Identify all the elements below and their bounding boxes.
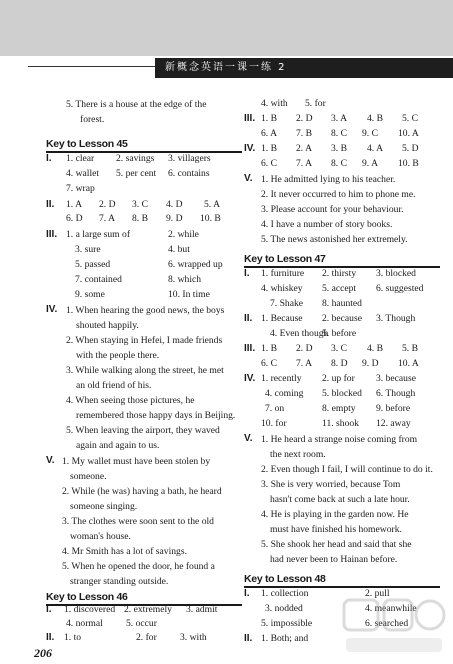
- answer: 2. pull: [365, 588, 390, 599]
- answer: 2. D: [296, 113, 313, 124]
- answer: 12. away: [376, 418, 411, 429]
- answer: 9. before: [376, 403, 411, 414]
- text-line: 2. It never occurred to him to phone me.: [261, 189, 416, 200]
- text-line: 5. When he opened the door, he found a: [62, 561, 215, 572]
- answer: 1. B: [261, 113, 277, 124]
- text-line: 4. When seeing those pictures, he: [66, 395, 195, 406]
- answer: 8. which: [168, 274, 202, 285]
- text-line: stranger standing outside.: [70, 576, 169, 587]
- text-line: 4. He is playing in the garden now. He: [261, 509, 409, 520]
- text-line: 1. He heard a strange noise coming from: [261, 434, 418, 445]
- answer: 4. D: [166, 199, 183, 210]
- section-label-iii: III.: [244, 113, 256, 124]
- answer: 3. C: [331, 343, 347, 354]
- answer: 1. collection: [261, 588, 309, 599]
- answer: 1. discovered: [64, 604, 116, 615]
- answer: 5. B: [402, 343, 418, 354]
- lesson-48-heading: Key to Lesson 48: [244, 573, 326, 587]
- answer: 3. villagers: [168, 153, 211, 164]
- section-label-i: I.: [244, 268, 250, 279]
- text-line: must have finished his homework.: [270, 524, 402, 535]
- answer: 6. wrapped up: [168, 259, 223, 270]
- answer: 10. for: [261, 418, 287, 429]
- text-line: 1. He admitted lying to his teacher.: [261, 174, 396, 185]
- answer: 5. blocked: [322, 388, 362, 399]
- text-line: with the people there.: [76, 350, 160, 361]
- answer: 7. Shake: [270, 298, 304, 309]
- answer: 8. empty: [322, 403, 356, 414]
- answer: 3. C: [132, 199, 148, 210]
- text-line: shouted happily.: [76, 320, 139, 331]
- answer: 2. A: [296, 143, 312, 154]
- answer: 5. occur: [126, 618, 157, 629]
- answer: 4. B: [367, 113, 383, 124]
- answer: 8. C: [331, 128, 347, 139]
- section-label-i: I.: [244, 588, 250, 599]
- header-rule: [28, 66, 158, 67]
- text-line: 5. When leaving the airport, they waved: [66, 425, 220, 436]
- answer: 4. with: [261, 98, 288, 109]
- answer: 7. A: [99, 213, 115, 224]
- answer: 4. meanwhile: [365, 603, 417, 614]
- text-line: 2. When staying in Hefei, I made friends: [66, 335, 223, 346]
- text-line: an old friend of his.: [76, 380, 152, 391]
- text-line: 4. I have a number of story books.: [261, 219, 393, 230]
- answer: 11. shook: [322, 418, 359, 429]
- answer: 5. impossible: [261, 618, 313, 629]
- answer: 1. B: [261, 343, 277, 354]
- text-line: 5. There is a house at the edge of the: [66, 99, 207, 110]
- answer: 8. B: [132, 213, 148, 224]
- text-line: 1. My wallet must have been stolen by: [62, 456, 211, 467]
- answer: 10. A: [398, 128, 419, 139]
- text-line: forest.: [80, 114, 105, 125]
- answer: 7. B: [296, 128, 312, 139]
- section-label-iii: III.: [244, 343, 256, 354]
- lesson-47-heading: Key to Lesson 47: [244, 253, 326, 267]
- answer: 6. Though: [376, 388, 416, 399]
- answer: 5. C: [402, 113, 418, 124]
- text-line: 5. The news astonished her extremely.: [261, 234, 408, 245]
- answer: 1. B: [261, 143, 277, 154]
- top-margin: [0, 0, 453, 56]
- section-label-ii: II.: [244, 313, 253, 324]
- text-line: remembered those happy days in Beijing.: [76, 410, 236, 421]
- section-label-i: I.: [46, 604, 52, 615]
- section-label-v: V.: [46, 455, 55, 466]
- answer: 2. extremely: [124, 604, 172, 615]
- answer: 9. D: [362, 358, 379, 369]
- answer: 6. C: [261, 358, 277, 369]
- answer: 10. A: [398, 358, 419, 369]
- text-line: 2. Even though I fail, I will continue to do it.: [261, 464, 433, 475]
- lesson-45-heading: Key to Lesson 45: [46, 138, 128, 152]
- answer: 1. a large sum of: [66, 229, 131, 240]
- answer: 9. A: [362, 158, 378, 169]
- text-line: had never been to Hainan before.: [270, 554, 398, 565]
- answer: 3. with: [180, 632, 207, 643]
- section-label-i: I.: [46, 153, 52, 164]
- answer: 4. wallet: [66, 168, 100, 179]
- answer: 5. before: [322, 328, 357, 339]
- answer: 4. Even though: [270, 328, 329, 339]
- text-line: someone.: [70, 471, 107, 482]
- running-header: 新概念英语一课一练 2: [155, 58, 453, 78]
- text-line: 5. She shook her head and said that she: [261, 539, 412, 550]
- answer: 9. some: [75, 289, 105, 300]
- section-label-v: V.: [244, 433, 253, 444]
- answer: 3. blocked: [376, 268, 416, 279]
- answer: 8. haunted: [322, 298, 362, 309]
- answer: 4. but: [168, 244, 190, 255]
- section-label-ii: II.: [46, 632, 55, 643]
- section-label-ii: II.: [46, 199, 55, 210]
- answer: 4. A: [367, 143, 383, 154]
- answer: 2. for: [136, 632, 157, 643]
- text-line: hasn't come back at such a late hour.: [270, 494, 410, 505]
- answer: 3. Though: [376, 313, 416, 324]
- answer: 5. accept: [322, 283, 357, 294]
- text-line: the next room.: [270, 449, 326, 460]
- text-line: again and again to us.: [76, 440, 160, 451]
- text-line: 4. Mr Smith has a lot of savings.: [62, 546, 187, 557]
- text-line: 1. When hearing the good news, the boys: [66, 305, 225, 316]
- answer: 2. D: [99, 199, 116, 210]
- answer: 2. while: [168, 229, 199, 240]
- page-number: 206: [34, 646, 52, 660]
- section-label-iv: IV.: [244, 373, 256, 384]
- answer: 1. furniture: [261, 268, 305, 279]
- answer: 4. whiskey: [261, 283, 303, 294]
- answer: 6. D: [66, 213, 83, 224]
- answer: 2. savings: [116, 153, 155, 164]
- answer: 6. suggested: [376, 283, 424, 294]
- answer: 4. normal: [66, 618, 103, 629]
- answer: 3. A: [331, 113, 347, 124]
- answer: 7. A: [296, 358, 312, 369]
- answer: 10. B: [200, 213, 221, 224]
- answer: 10. In time: [168, 289, 210, 300]
- answer: 5. per cent: [116, 168, 157, 179]
- answer: 6. A: [261, 128, 277, 139]
- answer: 3. because: [376, 373, 416, 384]
- answer: 2. because: [322, 313, 362, 324]
- answer: 1. A: [66, 199, 82, 210]
- answer: 3. sure: [75, 244, 101, 255]
- answer: 7. wrap: [66, 183, 95, 194]
- answer: 8. C: [331, 158, 347, 169]
- section-label-ii: II.: [244, 633, 253, 644]
- text-line: 3. The clothes were soon sent to the old: [62, 516, 214, 527]
- section-label-iv: IV.: [244, 143, 256, 154]
- answer: 3. admit: [186, 604, 218, 615]
- answer: 6. searched: [365, 618, 409, 629]
- answer: 6. contains: [168, 168, 210, 179]
- section-label-iv: IV.: [46, 304, 58, 315]
- answer: 5. D: [402, 143, 419, 154]
- answer: 4. coming: [265, 388, 304, 399]
- answer: 8. D: [331, 358, 348, 369]
- text-line: someone singing.: [70, 501, 138, 512]
- answer: 4. B: [367, 343, 383, 354]
- answer: 1. Both; and: [261, 633, 309, 644]
- text-line: 2. While (he was) having a bath, he heard: [62, 486, 222, 497]
- answer: 9. C: [362, 128, 378, 139]
- text-line: 3. While walking along the street, he met: [66, 365, 224, 376]
- answer: 5. for: [305, 98, 326, 109]
- answer: 2. up for: [322, 373, 355, 384]
- watermark-logo-icon: [340, 590, 450, 660]
- text-line: 3. She is very worried, because Tom: [261, 479, 401, 490]
- answer: 1. recently: [261, 373, 302, 384]
- answer: 1. to: [64, 632, 82, 643]
- answer: 7. on: [265, 403, 285, 414]
- answer: 1. Because: [261, 313, 303, 324]
- answer: 7. A: [296, 158, 312, 169]
- text-line: woman's house.: [70, 531, 131, 542]
- answer: 6. C: [261, 158, 277, 169]
- section-label-iii: III.: [46, 229, 58, 240]
- answer: 2. D: [296, 343, 313, 354]
- answer: 5. passed: [75, 259, 111, 270]
- answer: 10. B: [398, 158, 419, 169]
- answer: 9. D: [166, 213, 183, 224]
- answer: 5. A: [204, 199, 220, 210]
- answer: 7. contained: [75, 274, 122, 285]
- text-line: 3. Please account for your behaviour.: [261, 204, 404, 215]
- answer: 3. nodded: [265, 603, 303, 614]
- section-label-v: V.: [244, 173, 253, 184]
- answer: 2. thirsty: [322, 268, 357, 279]
- lesson-46-heading: Key to Lesson 46: [46, 591, 128, 605]
- answer: 1. clear: [66, 153, 95, 164]
- answer: 3. B: [331, 143, 347, 154]
